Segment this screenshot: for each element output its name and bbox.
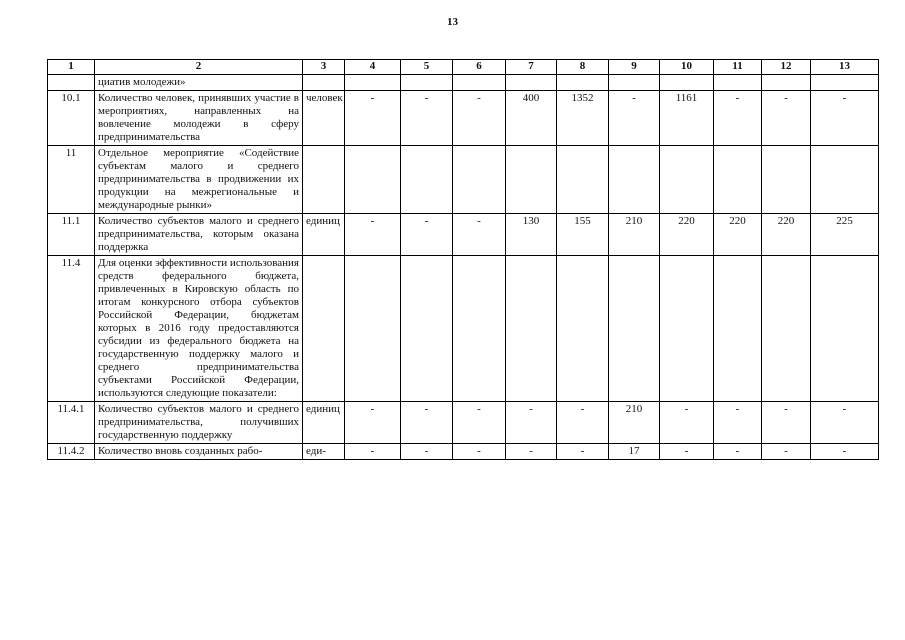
value-cell <box>401 256 453 402</box>
value-cell <box>714 75 762 91</box>
indicator-description: Количество вновь созданных рабо- <box>95 444 303 460</box>
value-cell <box>762 256 811 402</box>
value-cell: 400 <box>506 91 557 146</box>
value-cell <box>557 256 609 402</box>
value-cell: - <box>762 91 811 146</box>
column-header: 4 <box>345 60 401 75</box>
value-cell: - <box>660 444 714 460</box>
value-cell: - <box>401 91 453 146</box>
row-number: 11.4.1 <box>48 402 95 444</box>
value-cell <box>345 75 401 91</box>
value-cell <box>609 146 660 214</box>
row-number: 11.1 <box>48 214 95 256</box>
column-header: 11 <box>714 60 762 75</box>
unit-cell: человек <box>303 91 345 146</box>
value-cell: - <box>762 402 811 444</box>
value-cell: 1161 <box>660 91 714 146</box>
value-cell <box>506 256 557 402</box>
value-cell: - <box>557 402 609 444</box>
value-cell <box>557 146 609 214</box>
value-cell: - <box>453 91 506 146</box>
row-number: 10.1 <box>48 91 95 146</box>
value-cell: - <box>714 402 762 444</box>
unit-cell <box>303 256 345 402</box>
column-header: 1 <box>48 60 95 75</box>
table-row <box>48 214 879 256</box>
column-header: 5 <box>401 60 453 75</box>
unit-cell <box>303 75 345 91</box>
value-cell: 220 <box>762 214 811 256</box>
unit-cell <box>303 146 345 214</box>
row-number: 11 <box>48 146 95 214</box>
value-cell: - <box>762 444 811 460</box>
value-cell <box>714 256 762 402</box>
value-cell: 225 <box>811 214 879 256</box>
value-cell <box>609 256 660 402</box>
unit-cell: единиц <box>303 402 345 444</box>
value-cell <box>453 256 506 402</box>
indicator-description: Количество человек, принявших участие в мероприятиях, направленных на вовлечение молодежи в сферу предпринимательства <box>95 91 303 146</box>
value-cell <box>811 256 879 402</box>
value-cell: - <box>506 402 557 444</box>
value-cell: - <box>660 402 714 444</box>
value-cell: - <box>811 402 879 444</box>
value-cell <box>811 75 879 91</box>
indicator-description: Для оценки эффективности использования средств федерального бюджета, привлеченных в Кировскую область по итогам конкурсного отбора субъектов Российской Федерации, бюджетам которых в 2016 году предоставляются субсидии из федерального бюджета на государственную поддержку малого и среднего предпринимательства субъектами Российской Федерации, используются следующие показатели: <box>95 256 303 402</box>
value-cell: - <box>714 444 762 460</box>
column-header: 10 <box>660 60 714 75</box>
value-cell: - <box>811 444 879 460</box>
row-number <box>48 75 95 91</box>
row-number: 11.4 <box>48 256 95 402</box>
indicators-table <box>47 59 879 460</box>
table-row <box>48 146 879 214</box>
value-cell <box>506 75 557 91</box>
indicator-description: Количество субъектов малого и среднего предпринимательства, получивших государственную поддержку <box>95 402 303 444</box>
table-row <box>48 402 879 444</box>
value-cell <box>345 146 401 214</box>
unit-cell: еди- <box>303 444 345 460</box>
value-cell: - <box>345 444 401 460</box>
value-cell: - <box>401 444 453 460</box>
table-row <box>48 444 879 460</box>
value-cell: 220 <box>660 214 714 256</box>
column-header: 7 <box>506 60 557 75</box>
value-cell: 155 <box>557 214 609 256</box>
table-row <box>48 75 879 91</box>
value-cell <box>811 146 879 214</box>
value-cell: 130 <box>506 214 557 256</box>
value-cell: 220 <box>714 214 762 256</box>
column-header: 2 <box>95 60 303 75</box>
value-cell <box>345 256 401 402</box>
page-number: 13 <box>447 16 458 28</box>
column-header: 13 <box>811 60 879 75</box>
table-row <box>48 91 879 146</box>
column-header: 8 <box>557 60 609 75</box>
value-cell <box>762 146 811 214</box>
value-cell <box>660 75 714 91</box>
value-cell <box>453 75 506 91</box>
value-cell: - <box>811 91 879 146</box>
value-cell: 17 <box>609 444 660 460</box>
column-header: 6 <box>453 60 506 75</box>
value-cell: - <box>557 444 609 460</box>
table-row <box>48 256 879 402</box>
row-number: 11.4.2 <box>48 444 95 460</box>
value-cell: 210 <box>609 214 660 256</box>
column-header: 9 <box>609 60 660 75</box>
value-cell <box>660 256 714 402</box>
value-cell <box>401 146 453 214</box>
value-cell <box>762 75 811 91</box>
value-cell: - <box>453 444 506 460</box>
column-header-row <box>48 60 879 75</box>
value-cell: - <box>609 91 660 146</box>
unit-cell: единиц <box>303 214 345 256</box>
column-header: 3 <box>303 60 345 75</box>
indicator-description: Количество субъектов малого и среднего предпринимательства, которым оказана поддержка <box>95 214 303 256</box>
value-cell <box>506 146 557 214</box>
value-cell <box>401 75 453 91</box>
value-cell <box>609 75 660 91</box>
indicator-description: циатив молодежи» <box>95 75 303 91</box>
value-cell: - <box>506 444 557 460</box>
value-cell <box>660 146 714 214</box>
value-cell: - <box>345 91 401 146</box>
value-cell: - <box>345 214 401 256</box>
indicator-description: Отдельное мероприятие «Содействие субъектам малого и среднего предпринимательства в продвижении их продукции на межрегиональные и международные рынки» <box>95 146 303 214</box>
value-cell: - <box>401 214 453 256</box>
value-cell <box>557 75 609 91</box>
value-cell: 210 <box>609 402 660 444</box>
value-cell: - <box>345 402 401 444</box>
value-cell <box>453 146 506 214</box>
column-header: 12 <box>762 60 811 75</box>
value-cell: - <box>401 402 453 444</box>
value-cell: - <box>453 214 506 256</box>
value-cell: 1352 <box>557 91 609 146</box>
value-cell: - <box>714 91 762 146</box>
value-cell <box>714 146 762 214</box>
value-cell: - <box>453 402 506 444</box>
